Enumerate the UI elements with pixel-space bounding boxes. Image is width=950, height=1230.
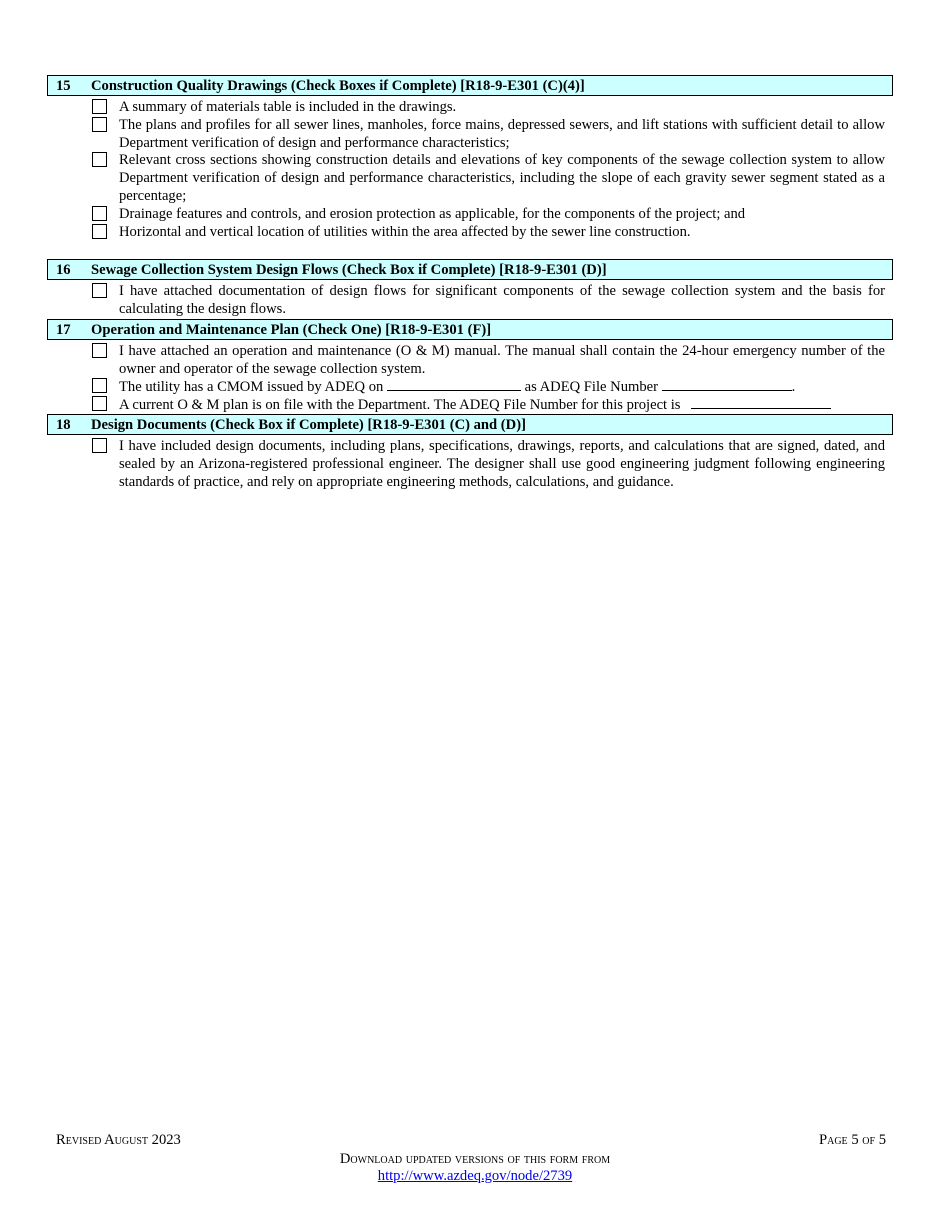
- checklist-item: [92, 116, 885, 152]
- item-text: Drainage features and controls, and erosion protection as applicable, for the components of the project; and: [119, 206, 746, 222]
- cmom-date-field[interactable]: [387, 377, 521, 391]
- item-text: Horizontal and vertical location of utilities within the area affected by the sewer line construction.: [119, 224, 691, 240]
- section-17-header: [47, 319, 893, 340]
- item-text: Relevant cross sections showing construction details and elevations of key components of the sewage collection system to allow Department verification of design and performance characteristics, including the slope of each gravity sewer segment stated as a percentage;: [119, 152, 885, 204]
- section-title: Sewage Collection System Design Flows (Check Box if Complete) [R18-9-E301 (D)]: [91, 262, 607, 278]
- checkbox[interactable]: [92, 343, 107, 358]
- checklist-item: [92, 342, 885, 378]
- checkbox[interactable]: [92, 396, 107, 411]
- section-title: Design Documents (Check Box if Complete) [R18-9-E301 (C) and (D)]: [91, 417, 526, 433]
- item-text: I have included design documents, including plans, specifications, drawings, reports, and calculations that are signed, dated, and sealed by an Arizona-registered professional engineer. The designer shall use good engineering judgment following engineering standards of practice, and rely on appropriate engineering methods, calculations, and guidance.: [119, 438, 885, 490]
- checkbox[interactable]: [92, 378, 107, 393]
- download-note: Download updated versions of this form from: [339, 1151, 611, 1167]
- download-link[interactable]: http://www.azdeq.gov/node/2739: [377, 1168, 573, 1184]
- checklist-item: [92, 437, 885, 491]
- section-title: Construction Quality Drawings (Check Boxes if Complete) [R18-9-E301 (C)(4)]: [91, 78, 585, 94]
- checkbox[interactable]: [92, 438, 107, 453]
- om-plan-text: A current O & M plan is on file with the Department. The ADEQ File Number for this project is: [119, 397, 681, 413]
- period: .: [791, 379, 796, 395]
- section-title: Operation and Maintenance Plan (Check One) [R18-9-E301 (F)]: [91, 322, 492, 338]
- item-text: The plans and profiles for all sewer lines, manholes, force mains, depressed sewers, and lift stations with sufficient detail to allow Department verification of design and performance characteristics;: [119, 117, 885, 151]
- checkbox[interactable]: [92, 224, 107, 239]
- item-text: I have attached an operation and maintenance (O & M) manual. The manual shall contain the 24-hour emergency number of the owner and operator of the sewage collection system.: [119, 343, 885, 377]
- page-number: Page 5 of 5: [819, 1132, 886, 1148]
- checklist-item: [92, 282, 885, 318]
- om-file-number-field[interactable]: [691, 395, 831, 409]
- checkbox[interactable]: [92, 206, 107, 221]
- section-number: 18: [56, 417, 71, 433]
- checkbox[interactable]: [92, 117, 107, 132]
- checklist-item: [92, 98, 885, 116]
- checklist-item: [92, 151, 885, 205]
- checkbox[interactable]: [92, 283, 107, 298]
- section-number: 15: [56, 78, 71, 94]
- checklist-item: [92, 377, 885, 396]
- checklist-item: [92, 395, 885, 414]
- item-text: I have attached documentation of design flows for significant components of the sewage collection system and the basis for calculating the design flows.: [119, 283, 885, 317]
- cmom-file-number-field[interactable]: [662, 377, 792, 391]
- checkbox[interactable]: [92, 152, 107, 167]
- cmom-text: The utility has a CMOM issued by ADEQ on: [119, 379, 384, 395]
- section-16-header: [47, 259, 893, 280]
- section-18-header: [47, 414, 893, 435]
- revised-date: Revised August 2023: [56, 1132, 181, 1148]
- checkbox[interactable]: [92, 99, 107, 114]
- item-text: A summary of materials table is included in the drawings.: [119, 99, 457, 115]
- section-number: 17: [56, 322, 71, 338]
- download-link-wrap: [0, 1167, 950, 1185]
- item-text: [119, 395, 885, 414]
- file-number-label: as ADEQ File Number: [524, 379, 658, 395]
- section-number: 16: [56, 262, 71, 278]
- checklist-item: [92, 205, 885, 223]
- section-15-header: [47, 75, 893, 96]
- checklist-item: [92, 223, 885, 241]
- item-text: [119, 377, 885, 396]
